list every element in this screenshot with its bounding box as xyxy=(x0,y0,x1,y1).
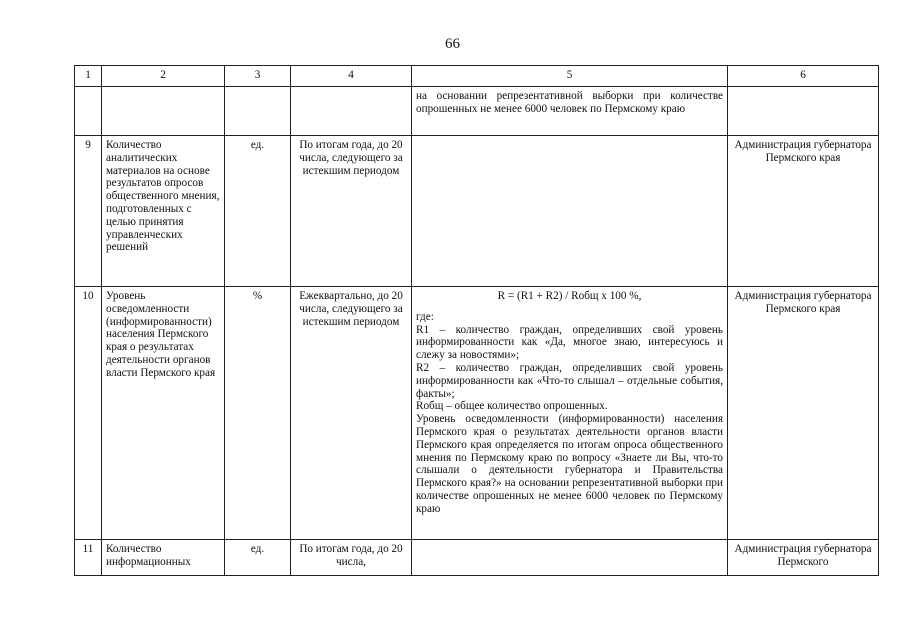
indicator-name: Количество информационных xyxy=(102,540,225,576)
header-cell: 6 xyxy=(728,66,879,87)
cell-name xyxy=(102,87,225,136)
indicator-name: Уровень осведомленности (информированности) населения Пермского края о результатах деятельности органов власти Пермского края xyxy=(102,287,225,540)
responsible: Администрация губернатора Пермского края xyxy=(728,136,879,287)
cell-period xyxy=(291,87,412,136)
cell-method: на основании репрезентативной выборки при количестве опрошенных не менее 6000 человек по Пермскому краю xyxy=(412,87,728,136)
unit: ед. xyxy=(225,136,291,287)
method xyxy=(412,136,728,287)
header-cell: 2 xyxy=(102,66,225,87)
period: Ежеквартально, до 20 числа, следующего за истекшим периодом xyxy=(291,287,412,540)
header-cell: 5 xyxy=(412,66,728,87)
indicators-table xyxy=(74,65,879,576)
header-cell: 3 xyxy=(225,66,291,87)
unit: % xyxy=(225,287,291,540)
row-number: 10 xyxy=(75,287,102,540)
table-row xyxy=(75,540,879,576)
unit: ед. xyxy=(225,540,291,576)
header-cell: 4 xyxy=(291,66,412,87)
period: По итогам года, до 20 числа, xyxy=(291,540,412,576)
formula: R = (R1 + R2) / Rобщ x 100 %, xyxy=(497,290,642,302)
table-row xyxy=(75,136,879,287)
header-row xyxy=(75,66,879,87)
cell-unit xyxy=(225,87,291,136)
indicator-name: Количество аналитических материалов на основе результатов опросов общественного мнения, подготовленных с целью принятия управленческих решений xyxy=(102,136,225,287)
row-number: 11 xyxy=(75,540,102,576)
cell-num xyxy=(75,87,102,136)
method xyxy=(412,540,728,576)
where-label: где: xyxy=(416,310,434,323)
page-number: 66 xyxy=(445,36,460,52)
header-cell: 1 xyxy=(75,66,102,87)
definition-r1: R1 – количество граждан, определивших свой уровень информированности как «Да, многое знаю, интересуюсь и слежу за новостями»; xyxy=(416,323,723,362)
method-description: Уровень осведомленности (информированности) населения Пермского края о результатах деятельности органов власти Пермского края определяется по итогам опроса общественного мнения по Пермскому краю по вопросу «Знаете ли Вы, что-то слышали о деятельности губернатора и Правительства Пермского края?» на основании репрезентативной выборки при количестве опрошенных не менее 6000 человек по Пермскому краю xyxy=(416,413,723,515)
continuation-row xyxy=(75,87,879,136)
definition-rtotal: Rобщ – общее количество опрошенных. xyxy=(416,400,608,413)
period: По итогам года, до 20 числа, следующего за истекшим периодом xyxy=(291,136,412,287)
responsible: Администрация губернатора Пермского xyxy=(728,540,879,576)
cell-responsible xyxy=(728,87,879,136)
row-number: 9 xyxy=(75,136,102,287)
definition-r2: R2 – количество граждан, определивших свой уровень информированности как «Что-то слышал – отдельные события, факты»; xyxy=(416,361,723,400)
table-row xyxy=(75,287,879,540)
method xyxy=(412,287,728,540)
responsible: Администрация губернатора Пермского края xyxy=(728,287,879,540)
